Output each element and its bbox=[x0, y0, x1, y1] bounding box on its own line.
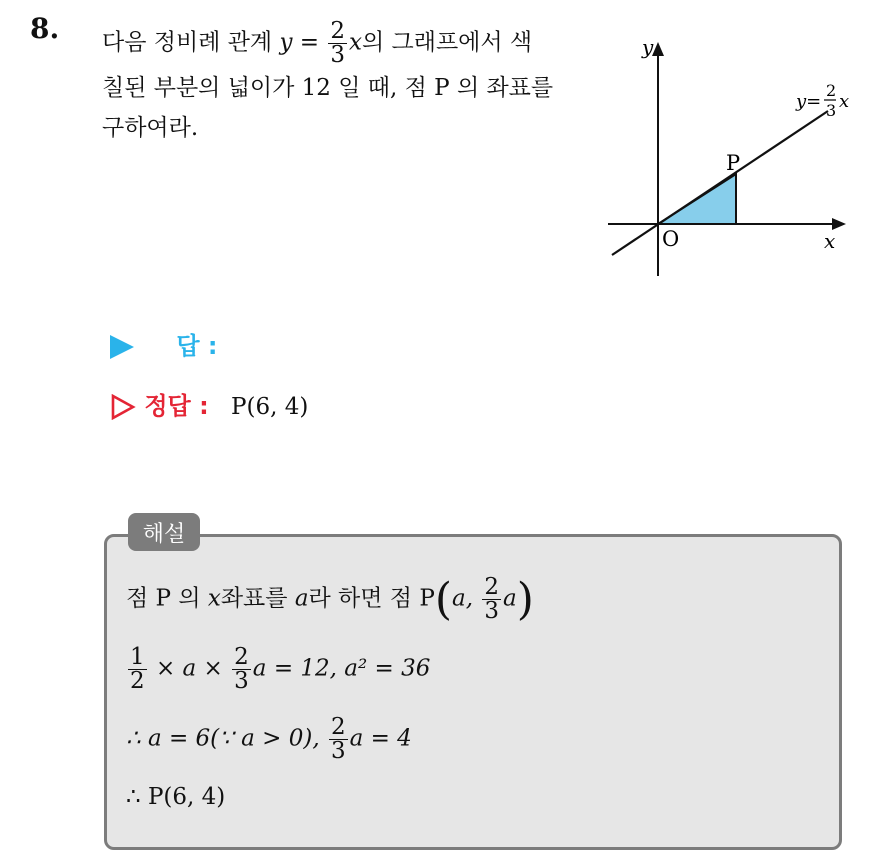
graph-svg bbox=[600, 36, 860, 286]
question-line-1 bbox=[102, 20, 532, 67]
equation-variable: x bbox=[349, 29, 362, 56]
solution-line-4: ∴ P(6, 4) bbox=[126, 784, 226, 810]
fraction-numerator: 2 bbox=[484, 574, 499, 600]
equation-fraction bbox=[328, 20, 347, 67]
question-line-1-tail: 의 그래프에서 색 bbox=[361, 29, 533, 56]
answer-label: 답 : bbox=[176, 332, 218, 360]
line-label-numerator: 2 bbox=[826, 81, 837, 100]
solution-l2-end: a = 12, a² = 36 bbox=[252, 655, 431, 682]
question-line-3: 구하여라. bbox=[102, 115, 199, 141]
question-number: 8. bbox=[30, 12, 60, 45]
outline-triangle-icon bbox=[110, 394, 136, 420]
left-paren: ( bbox=[434, 574, 452, 625]
solution-l1-fraction bbox=[482, 576, 501, 623]
line-label-lhs: y= bbox=[796, 91, 822, 112]
fraction-denominator: 3 bbox=[330, 738, 346, 764]
correct-answer-label: 정답 : bbox=[144, 392, 209, 420]
fraction-numerator: 1 bbox=[130, 644, 145, 670]
fraction-denominator: 3 bbox=[234, 668, 249, 694]
proportional-line bbox=[612, 111, 828, 255]
y-axis-arrow bbox=[652, 42, 664, 56]
solution-line-1 bbox=[126, 574, 534, 625]
fraction-denominator: 3 bbox=[484, 598, 499, 624]
solution-l3-end: a = 4 bbox=[349, 725, 412, 752]
fraction-denominator: 3 bbox=[330, 42, 345, 68]
origin-label: O bbox=[662, 227, 680, 251]
fraction-denominator: 2 bbox=[130, 668, 145, 694]
solution-l3-fraction bbox=[329, 716, 348, 763]
correct-answer-row bbox=[110, 386, 308, 421]
line-label-variable: x bbox=[839, 91, 850, 112]
equation-lhs: y = bbox=[279, 29, 320, 56]
correct-answer-value: P(6, 4) bbox=[231, 394, 309, 420]
solution-l1-a: a bbox=[294, 585, 309, 612]
question-line-2: 칠된 부분의 넓이가 12 일 때, 점 P 의 좌표를 bbox=[102, 75, 554, 101]
right-paren: ) bbox=[516, 574, 534, 625]
solution-line-3 bbox=[126, 716, 412, 763]
x-axis-label: x bbox=[824, 229, 836, 253]
graph-figure bbox=[600, 36, 860, 286]
solution-l1-text-3: 라 하면 점 P bbox=[308, 585, 435, 612]
solution-badge: 해설 bbox=[128, 513, 200, 551]
solution-l3-start: ∴ a = 6(∵ a > 0), bbox=[126, 725, 320, 752]
solution-l2-fraction-1 bbox=[128, 646, 147, 693]
fraction-numerator: 2 bbox=[330, 18, 345, 44]
solution-l1-text-2: 좌표를 bbox=[220, 585, 288, 612]
solution-l1-coord-b: a bbox=[502, 585, 517, 612]
solution-l2-fraction-2 bbox=[232, 646, 251, 693]
solution-l1-text: 점 P 의 bbox=[126, 585, 201, 612]
solution-line-2 bbox=[126, 646, 430, 693]
fraction-numerator: 2 bbox=[330, 714, 346, 740]
line-label-denominator: 3 bbox=[826, 101, 837, 120]
point-p-label: P bbox=[726, 151, 741, 175]
solution-l1-x: x bbox=[207, 585, 221, 612]
play-triangle-icon bbox=[110, 335, 134, 359]
y-axis-label: y bbox=[642, 36, 654, 59]
question-line-1-text: 다음 정비례 관계 bbox=[102, 29, 273, 56]
answer-row bbox=[110, 326, 218, 361]
solution-l2-mid: × a × bbox=[155, 655, 223, 682]
fraction-numerator: 2 bbox=[234, 644, 249, 670]
solution-l1-coord-a: a, bbox=[451, 585, 474, 612]
